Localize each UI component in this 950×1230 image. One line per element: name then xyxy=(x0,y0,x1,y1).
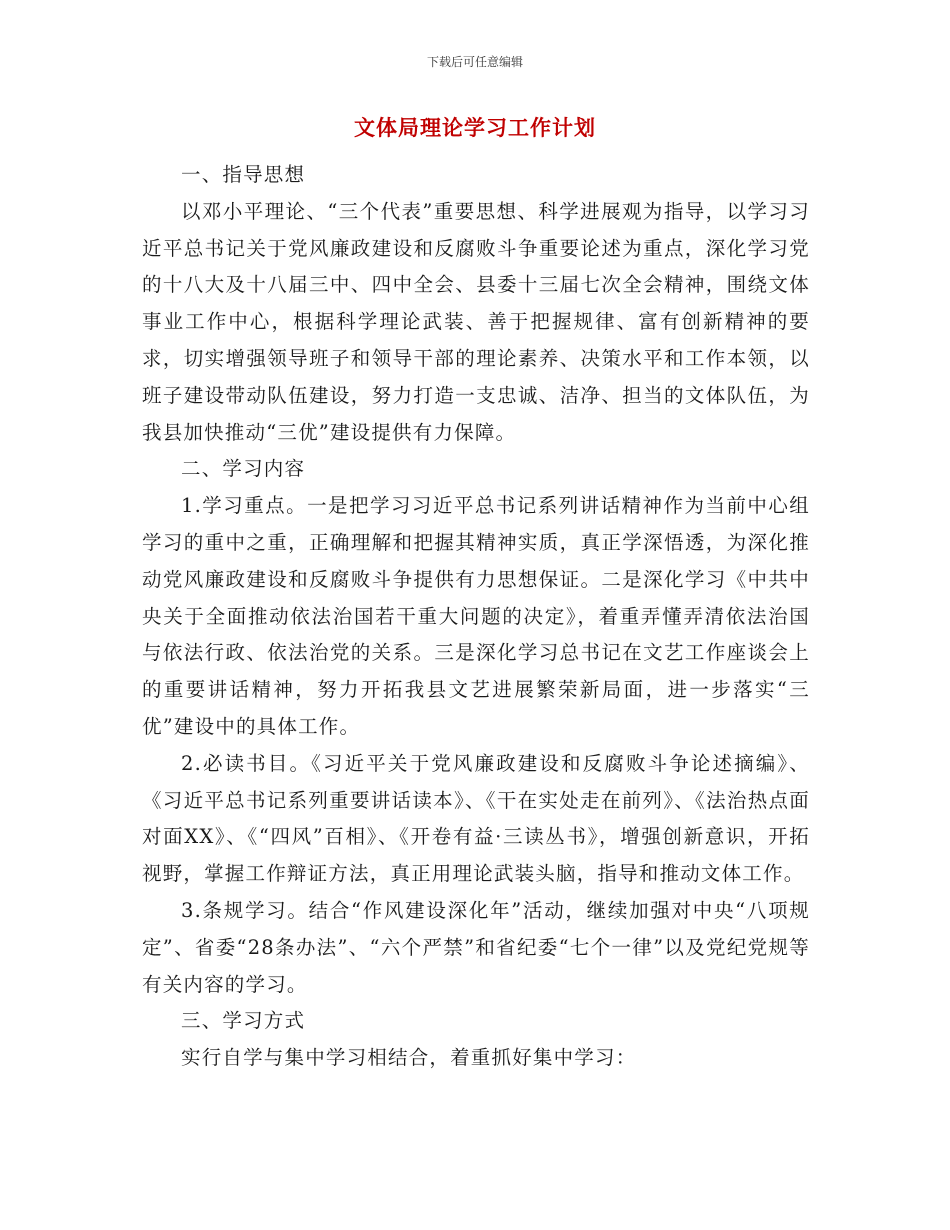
paragraph-guiding-ideology: 以邓小平理论、“三个代表”重要思想、科学进展观为指导，以学习习近平总书记关于党风廉政建设和反腐败斗争重要论述为重点，深化学习党的十八大及十八届三中、四中全会、县委十三届七次全会精神，围绕文体事业工作中心，根据科学理论武装、善于把握规律、富有创新精神的要求，切实增强领导班子和领导干部的理论素养、决策水平和工作本领，以班子建设带动队伍建设，努力打造一支忠诚、洁净、担当的文体队伍，为我县加快推动“三优”建设提供有力保障。 xyxy=(142,199,810,444)
paragraph-study-methods: 实行自学与集中学习相结合，着重抓好集中学习： xyxy=(181,1046,637,1070)
paragraph-required-reading: 2.必读书目。《习近平关于党风廉政建设和反腐败斗争论述摘编》、《习近平总书记系列重要讲话读本》、《干在实处走在前列》、《法治热点面对面XX》、《“四风”百相》、《开卷有益·三读丛书》，增强创新意识，开拓视野，掌握工作辩证方法，真正用理论武装头脑，指导和推动文体工作。 xyxy=(142,751,810,886)
section-heading-guiding-ideology: 一、指导思想 xyxy=(181,163,306,186)
section-heading-study-methods: 三、学习方式 xyxy=(181,1009,306,1033)
document-title: 文体局理论学习工作计划 xyxy=(354,115,596,140)
section-heading-study-content: 二、学习内容 xyxy=(181,457,306,481)
page-header: 下载后可任意编辑 xyxy=(426,55,523,69)
paragraph-study-focus: 1.学习重点。一是把学习习近平总书记系列讲话精神作为当前中心组学习的重中之重，正确理解和把握其精神实质，真正学深悟透，为深化推动党风廉政建设和反腐败斗争提供有力思想保证。二是深化学习《中共中央关于全面推动依法治国若干重大问题的决定》，着重弄懂弄清依法治国与依法行政、依法治党的关系。三是深化学习总书记在文艺工作座谈会上的重要讲话精神，努力开拓我县文艺进展繁荣新局面，进一步落实“三优”建设中的具体工作。 xyxy=(142,494,810,738)
paragraph-regulation-study: 3.条规学习。结合“作风建设深化年”活动，继续加强对中央“八项规定”、省委“28条办法”、“六个严禁”和省纪委“七个一律”以及党纪党规等有关内容的学习。 xyxy=(142,898,810,996)
document-body xyxy=(142,157,810,1077)
